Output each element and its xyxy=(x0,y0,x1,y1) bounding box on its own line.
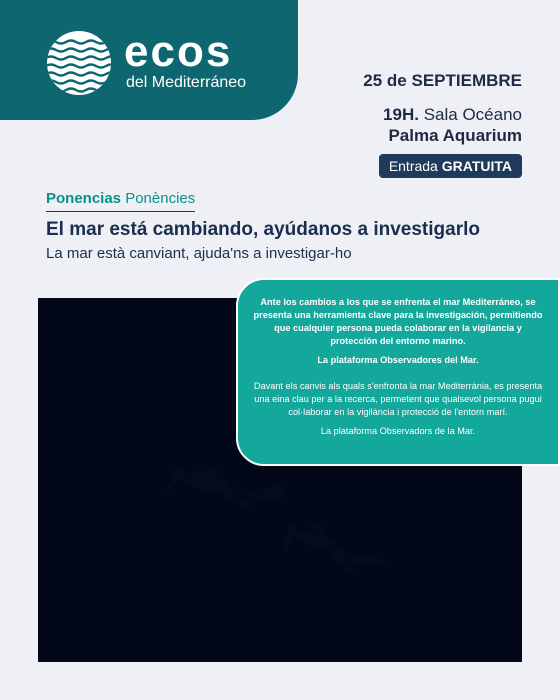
info-card xyxy=(236,278,560,466)
entry-label: Entrada xyxy=(388,158,438,174)
category-ca: Ponències xyxy=(125,190,196,207)
card-es-body: Ante los cambios a los que se enfrenta el mar Mediterráneo, se presenta una herramienta clave para la investigación, permitiendo que cualquier persona pueda colaborar en la vigilancia y protección del entorno marino. xyxy=(253,297,543,346)
event-date: 25 de SEPTIEMBRE xyxy=(363,71,522,90)
wave-sphere-icon xyxy=(46,30,112,96)
event-info xyxy=(363,70,522,178)
card-ca-body: Davant els canvis als quals s'enfronta la mar Mediterrània, es presenta una eina clau per a la recerca, permetent que qualsevol persona pugui col·laborar en la vigilància i protecció de l'entorn marí. xyxy=(253,381,543,417)
header-brand-panel xyxy=(0,0,298,120)
category-label xyxy=(46,190,195,212)
brand-subtitle: del Mediterráneo xyxy=(126,74,247,91)
event-venue: Palma Aquarium xyxy=(388,126,522,145)
event-time-room xyxy=(363,104,522,125)
card-ca-platform: La plataforma Observadors de la Mar. xyxy=(320,426,476,436)
headline-ca: La mar està canviant, ajuda'ns a investigar-ho xyxy=(46,245,352,262)
brand-name: ecos xyxy=(124,27,233,76)
category-es: Ponencias xyxy=(46,190,122,207)
entry-badge xyxy=(379,154,522,178)
event-room: Sala Océano xyxy=(423,105,522,124)
headline-es: El mar está cambiando, ayúdanos a investigarlo xyxy=(46,219,480,240)
entry-value: GRATUITA xyxy=(441,158,512,174)
event-time: 19H. xyxy=(383,105,419,124)
card-es-platform: La plataforma Observadores del Mar. xyxy=(317,355,479,365)
